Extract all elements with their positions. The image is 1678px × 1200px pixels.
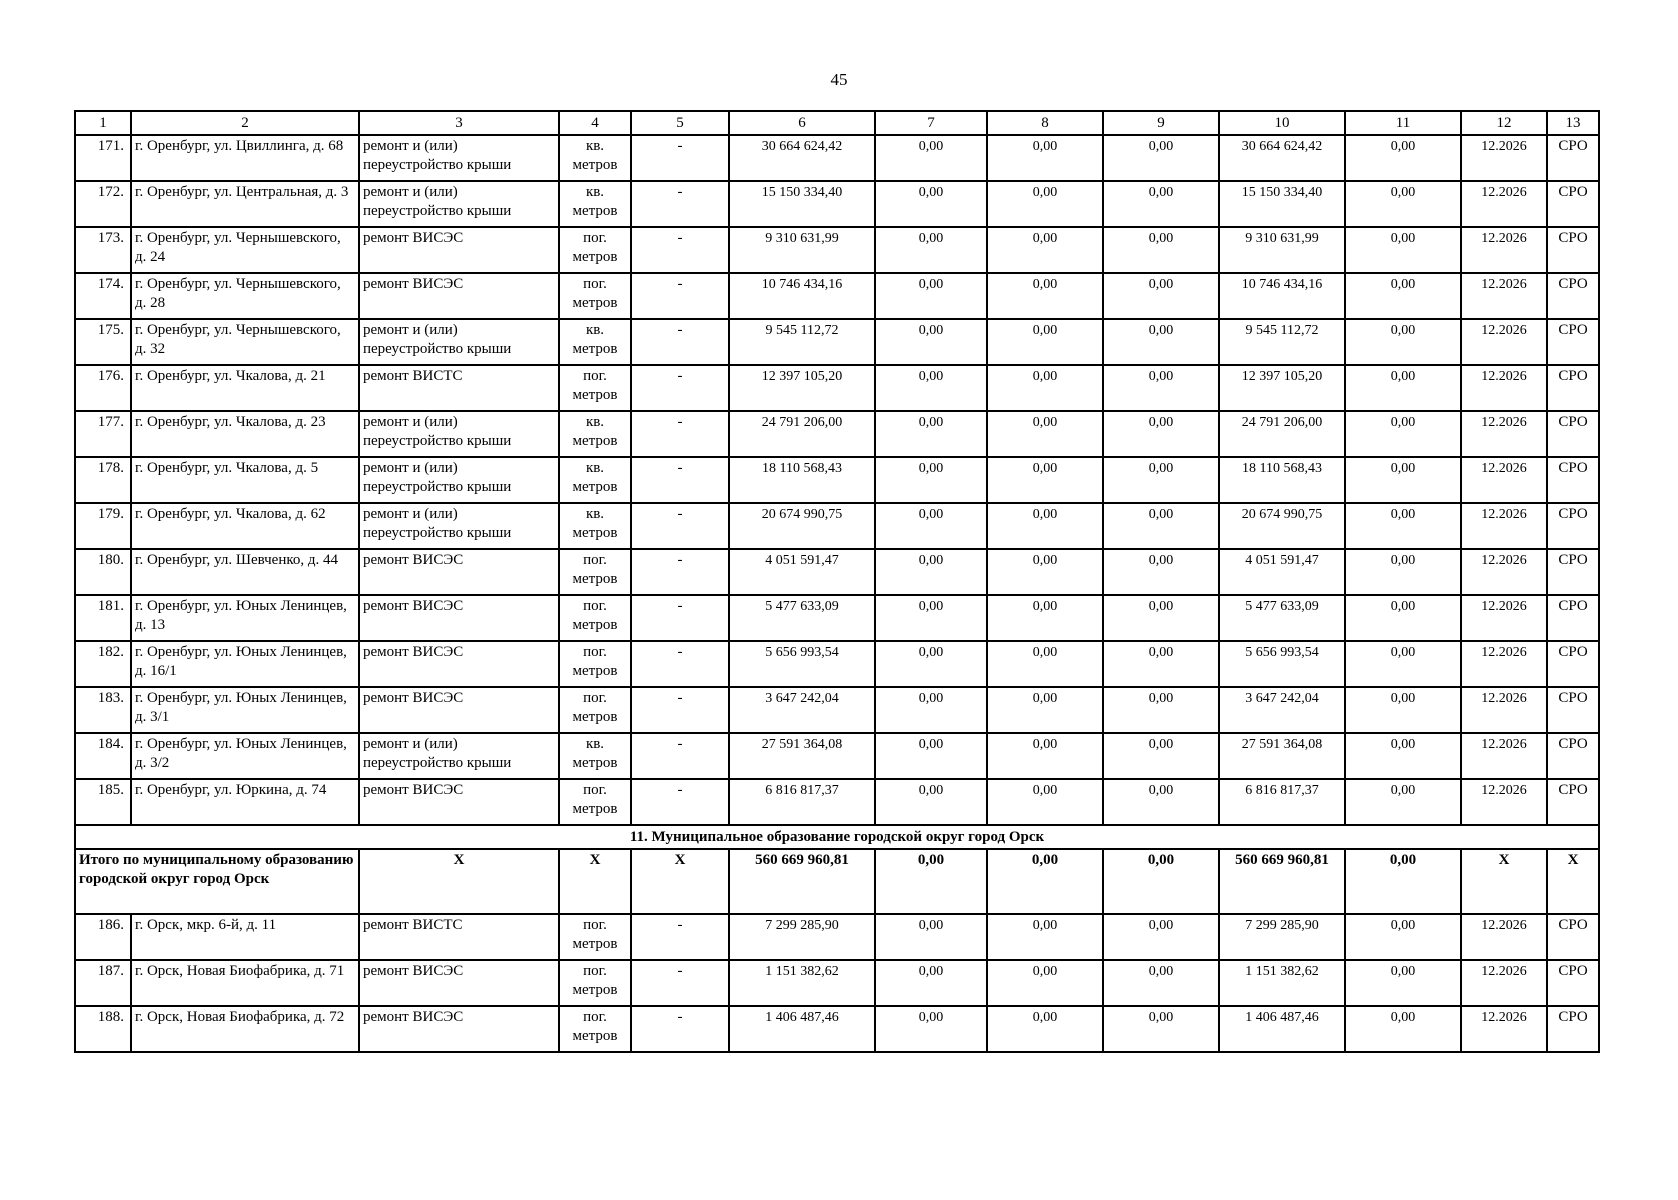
unit-cell: кв. метров xyxy=(559,457,631,503)
total-c11-cell: 0,00 xyxy=(1345,849,1461,914)
total-cost-cell: 15 150 334,40 xyxy=(729,181,875,227)
address-cell: г. Оренбург, ул. Юных Ленинцев, д. 16/1 xyxy=(131,641,359,687)
organization-cell: СРО xyxy=(1547,960,1599,1006)
column-header: 4 xyxy=(559,111,631,135)
deadline-cell: 12.2026 xyxy=(1461,960,1547,1006)
table-row xyxy=(75,411,1599,457)
col10-cell: 18 110 568,43 xyxy=(1219,457,1345,503)
organization-cell: СРО xyxy=(1547,549,1599,595)
col11-cell: 0,00 xyxy=(1345,319,1461,365)
col10-cell: 3 647 242,04 xyxy=(1219,687,1345,733)
unit-cell: пог. метров xyxy=(559,227,631,273)
organization-cell: СРО xyxy=(1547,365,1599,411)
total-c5-cell: X xyxy=(631,849,729,914)
total-cost-cell: 27 591 364,08 xyxy=(729,733,875,779)
deadline-cell: 12.2026 xyxy=(1461,687,1547,733)
col10-cell: 9 310 631,99 xyxy=(1219,227,1345,273)
unit-cell: пог. метров xyxy=(559,914,631,960)
deadline-cell: 12.2026 xyxy=(1461,181,1547,227)
deadline-cell: 12.2026 xyxy=(1461,549,1547,595)
unit-cell: пог. метров xyxy=(559,960,631,1006)
total-c7-cell: 0,00 xyxy=(875,849,987,914)
col5-cell: - xyxy=(631,779,729,825)
organization-cell: СРО xyxy=(1547,503,1599,549)
col8-cell: 0,00 xyxy=(987,227,1103,273)
col10-cell: 5 656 993,54 xyxy=(1219,641,1345,687)
col9-cell: 0,00 xyxy=(1103,549,1219,595)
organization-cell: СРО xyxy=(1547,457,1599,503)
total-cost-cell: 9 310 631,99 xyxy=(729,227,875,273)
table-row xyxy=(75,641,1599,687)
section-header-row xyxy=(75,825,1599,849)
work-type-cell: ремонт и (или) переустройство крыши xyxy=(359,181,559,227)
unit-cell: кв. метров xyxy=(559,411,631,457)
col7-cell: 0,00 xyxy=(875,365,987,411)
unit-cell: кв. метров xyxy=(559,135,631,181)
col5-cell: - xyxy=(631,135,729,181)
deadline-cell: 12.2026 xyxy=(1461,779,1547,825)
table-row xyxy=(75,549,1599,595)
col9-cell: 0,00 xyxy=(1103,641,1219,687)
total-c9-cell: 0,00 xyxy=(1103,849,1219,914)
address-cell: г. Оренбург, ул. Чернышевского, д. 32 xyxy=(131,319,359,365)
col5-cell: - xyxy=(631,1006,729,1052)
column-header: 3 xyxy=(359,111,559,135)
col7-cell: 0,00 xyxy=(875,687,987,733)
col11-cell: 0,00 xyxy=(1345,549,1461,595)
col11-cell: 0,00 xyxy=(1345,960,1461,1006)
col9-cell: 0,00 xyxy=(1103,273,1219,319)
row-number: 174. xyxy=(75,273,131,319)
table-row xyxy=(75,914,1599,960)
address-cell: г. Оренбург, ул. Чкалова, д. 21 xyxy=(131,365,359,411)
work-type-cell: ремонт ВИСЭС xyxy=(359,960,559,1006)
unit-cell: пог. метров xyxy=(559,641,631,687)
column-header: 10 xyxy=(1219,111,1345,135)
deadline-cell: 12.2026 xyxy=(1461,273,1547,319)
total-cost-cell: 6 816 817,37 xyxy=(729,779,875,825)
col9-cell: 0,00 xyxy=(1103,411,1219,457)
unit-cell: пог. метров xyxy=(559,273,631,319)
col5-cell: - xyxy=(631,641,729,687)
col7-cell: 0,00 xyxy=(875,733,987,779)
col10-cell: 15 150 334,40 xyxy=(1219,181,1345,227)
address-cell: г. Оренбург, ул. Юных Ленинцев, д. 13 xyxy=(131,595,359,641)
row-number: 185. xyxy=(75,779,131,825)
header-row xyxy=(75,111,1599,135)
row-number: 173. xyxy=(75,227,131,273)
address-cell: г. Оренбург, ул. Чкалова, д. 62 xyxy=(131,503,359,549)
total-c6-cell: 560 669 960,81 xyxy=(729,849,875,914)
col8-cell: 0,00 xyxy=(987,733,1103,779)
col9-cell: 0,00 xyxy=(1103,687,1219,733)
col10-cell: 1 406 487,46 xyxy=(1219,1006,1345,1052)
organization-cell: СРО xyxy=(1547,181,1599,227)
col7-cell: 0,00 xyxy=(875,135,987,181)
work-type-cell: ремонт ВИСЭС xyxy=(359,641,559,687)
col11-cell: 0,00 xyxy=(1345,1006,1461,1052)
column-header: 13 xyxy=(1547,111,1599,135)
work-type-cell: ремонт и (или) переустройство крыши xyxy=(359,733,559,779)
col5-cell: - xyxy=(631,503,729,549)
total-cost-cell: 18 110 568,43 xyxy=(729,457,875,503)
organization-cell: СРО xyxy=(1547,641,1599,687)
col7-cell: 0,00 xyxy=(875,960,987,1006)
total-cost-cell: 20 674 990,75 xyxy=(729,503,875,549)
table-row xyxy=(75,779,1599,825)
col9-cell: 0,00 xyxy=(1103,319,1219,365)
total-c4-cell: X xyxy=(559,849,631,914)
col11-cell: 0,00 xyxy=(1345,687,1461,733)
col8-cell: 0,00 xyxy=(987,595,1103,641)
organization-cell: СРО xyxy=(1547,687,1599,733)
work-type-cell: ремонт ВИСЭС xyxy=(359,779,559,825)
total-c8-cell: 0,00 xyxy=(987,849,1103,914)
col8-cell: 0,00 xyxy=(987,365,1103,411)
col10-cell: 12 397 105,20 xyxy=(1219,365,1345,411)
col10-cell: 6 816 817,37 xyxy=(1219,779,1345,825)
row-number: 183. xyxy=(75,687,131,733)
row-number: 180. xyxy=(75,549,131,595)
total-cost-cell: 7 299 285,90 xyxy=(729,914,875,960)
deadline-cell: 12.2026 xyxy=(1461,457,1547,503)
col7-cell: 0,00 xyxy=(875,549,987,595)
total-cost-cell: 1 151 382,62 xyxy=(729,960,875,1006)
work-type-cell: ремонт и (или) переустройство крыши xyxy=(359,411,559,457)
col5-cell: - xyxy=(631,181,729,227)
table-row xyxy=(75,960,1599,1006)
col8-cell: 0,00 xyxy=(987,687,1103,733)
col7-cell: 0,00 xyxy=(875,641,987,687)
column-header: 11 xyxy=(1345,111,1461,135)
row-number: 181. xyxy=(75,595,131,641)
page-number: 45 xyxy=(830,70,848,89)
row-number: 175. xyxy=(75,319,131,365)
col8-cell: 0,00 xyxy=(987,181,1103,227)
total-cost-cell: 9 545 112,72 xyxy=(729,319,875,365)
table-row xyxy=(75,595,1599,641)
col8-cell: 0,00 xyxy=(987,960,1103,1006)
section-title: 11. Муниципальное образование городской округ город Орск xyxy=(75,825,1599,849)
col11-cell: 0,00 xyxy=(1345,457,1461,503)
col9-cell: 0,00 xyxy=(1103,503,1219,549)
col10-cell: 1 151 382,62 xyxy=(1219,960,1345,1006)
address-cell: г. Орск, мкр. 6-й, д. 11 xyxy=(131,914,359,960)
col10-cell: 7 299 285,90 xyxy=(1219,914,1345,960)
col5-cell: - xyxy=(631,319,729,365)
table-row xyxy=(75,273,1599,319)
column-header: 6 xyxy=(729,111,875,135)
col7-cell: 0,00 xyxy=(875,595,987,641)
unit-cell: пог. метров xyxy=(559,779,631,825)
col10-cell: 27 591 364,08 xyxy=(1219,733,1345,779)
deadline-cell: 12.2026 xyxy=(1461,365,1547,411)
table-row xyxy=(75,365,1599,411)
col9-cell: 0,00 xyxy=(1103,135,1219,181)
deadline-cell: 12.2026 xyxy=(1461,135,1547,181)
total-row xyxy=(75,849,1599,914)
address-cell: г. Орск, Новая Биофабрика, д. 71 xyxy=(131,960,359,1006)
row-number: 188. xyxy=(75,1006,131,1052)
col11-cell: 0,00 xyxy=(1345,181,1461,227)
col10-cell: 20 674 990,75 xyxy=(1219,503,1345,549)
col11-cell: 0,00 xyxy=(1345,365,1461,411)
row-number: 187. xyxy=(75,960,131,1006)
col8-cell: 0,00 xyxy=(987,1006,1103,1052)
col9-cell: 0,00 xyxy=(1103,914,1219,960)
address-cell: г. Оренбург, ул. Чкалова, д. 5 xyxy=(131,457,359,503)
total-cost-cell: 10 746 434,16 xyxy=(729,273,875,319)
organization-cell: СРО xyxy=(1547,273,1599,319)
col8-cell: 0,00 xyxy=(987,641,1103,687)
col9-cell: 0,00 xyxy=(1103,960,1219,1006)
col7-cell: 0,00 xyxy=(875,411,987,457)
col8-cell: 0,00 xyxy=(987,411,1103,457)
col5-cell: - xyxy=(631,960,729,1006)
total-c12-cell: X xyxy=(1461,849,1547,914)
work-type-cell: ремонт ВИСТС xyxy=(359,365,559,411)
table-row xyxy=(75,1006,1599,1052)
col10-cell: 24 791 206,00 xyxy=(1219,411,1345,457)
total-cost-cell: 12 397 105,20 xyxy=(729,365,875,411)
col7-cell: 0,00 xyxy=(875,914,987,960)
row-number: 186. xyxy=(75,914,131,960)
col7-cell: 0,00 xyxy=(875,319,987,365)
col8-cell: 0,00 xyxy=(987,779,1103,825)
col5-cell: - xyxy=(631,457,729,503)
column-header: 5 xyxy=(631,111,729,135)
deadline-cell: 12.2026 xyxy=(1461,1006,1547,1052)
table-row xyxy=(75,503,1599,549)
unit-cell: кв. метров xyxy=(559,181,631,227)
col11-cell: 0,00 xyxy=(1345,641,1461,687)
address-cell: г. Оренбург, ул. Цвиллинга, д. 68 xyxy=(131,135,359,181)
col10-cell: 4 051 591,47 xyxy=(1219,549,1345,595)
work-type-cell: ремонт ВИСЭС xyxy=(359,273,559,319)
deadline-cell: 12.2026 xyxy=(1461,227,1547,273)
col5-cell: - xyxy=(631,914,729,960)
row-number: 176. xyxy=(75,365,131,411)
col5-cell: - xyxy=(631,273,729,319)
unit-cell: кв. метров xyxy=(559,503,631,549)
organization-cell: СРО xyxy=(1547,1006,1599,1052)
organization-cell: СРО xyxy=(1547,779,1599,825)
column-header: 2 xyxy=(131,111,359,135)
work-type-cell: ремонт ВИСТС xyxy=(359,914,559,960)
row-number: 178. xyxy=(75,457,131,503)
total-cost-cell: 3 647 242,04 xyxy=(729,687,875,733)
table-row xyxy=(75,687,1599,733)
work-type-cell: ремонт ВИСЭС xyxy=(359,227,559,273)
col8-cell: 0,00 xyxy=(987,273,1103,319)
total-cost-cell: 24 791 206,00 xyxy=(729,411,875,457)
col10-cell: 5 477 633,09 xyxy=(1219,595,1345,641)
col5-cell: - xyxy=(631,733,729,779)
col5-cell: - xyxy=(631,595,729,641)
col8-cell: 0,00 xyxy=(987,503,1103,549)
total-cost-cell: 4 051 591,47 xyxy=(729,549,875,595)
col5-cell: - xyxy=(631,365,729,411)
unit-cell: пог. метров xyxy=(559,365,631,411)
col9-cell: 0,00 xyxy=(1103,227,1219,273)
organization-cell: СРО xyxy=(1547,914,1599,960)
row-number: 184. xyxy=(75,733,131,779)
col11-cell: 0,00 xyxy=(1345,779,1461,825)
capital-repair-table xyxy=(74,110,1600,1053)
work-type-cell: ремонт и (или) переустройство крыши xyxy=(359,135,559,181)
unit-cell: пог. метров xyxy=(559,595,631,641)
column-header: 1 xyxy=(75,111,131,135)
deadline-cell: 12.2026 xyxy=(1461,411,1547,457)
work-type-cell: ремонт ВИСЭС xyxy=(359,595,559,641)
unit-cell: пог. метров xyxy=(559,1006,631,1052)
row-number: 182. xyxy=(75,641,131,687)
table-row xyxy=(75,181,1599,227)
row-number: 179. xyxy=(75,503,131,549)
col9-cell: 0,00 xyxy=(1103,181,1219,227)
col11-cell: 0,00 xyxy=(1345,503,1461,549)
col10-cell: 30 664 624,42 xyxy=(1219,135,1345,181)
address-cell: г. Оренбург, ул. Юных Ленинцев, д. 3/1 xyxy=(131,687,359,733)
work-type-cell: ремонт и (или) переустройство крыши xyxy=(359,319,559,365)
total-c10-cell: 560 669 960,81 xyxy=(1219,849,1345,914)
total-cost-cell: 5 477 633,09 xyxy=(729,595,875,641)
col9-cell: 0,00 xyxy=(1103,733,1219,779)
address-cell: г. Оренбург, ул. Юркина, д. 74 xyxy=(131,779,359,825)
table-row xyxy=(75,227,1599,273)
row-number: 172. xyxy=(75,181,131,227)
unit-cell: пог. метров xyxy=(559,549,631,595)
col7-cell: 0,00 xyxy=(875,273,987,319)
address-cell: г. Оренбург, ул. Шевченко, д. 44 xyxy=(131,549,359,595)
col8-cell: 0,00 xyxy=(987,549,1103,595)
total-cost-cell: 30 664 624,42 xyxy=(729,135,875,181)
work-type-cell: ремонт и (или) переустройство крыши xyxy=(359,503,559,549)
row-number: 171. xyxy=(75,135,131,181)
column-header: 9 xyxy=(1103,111,1219,135)
col5-cell: - xyxy=(631,549,729,595)
col7-cell: 0,00 xyxy=(875,457,987,503)
organization-cell: СРО xyxy=(1547,227,1599,273)
col5-cell: - xyxy=(631,687,729,733)
col10-cell: 9 545 112,72 xyxy=(1219,319,1345,365)
col8-cell: 0,00 xyxy=(987,914,1103,960)
col9-cell: 0,00 xyxy=(1103,457,1219,503)
col11-cell: 0,00 xyxy=(1345,227,1461,273)
col9-cell: 0,00 xyxy=(1103,365,1219,411)
address-cell: г. Оренбург, ул. Юных Ленинцев, д. 3/2 xyxy=(131,733,359,779)
total-cost-cell: 5 656 993,54 xyxy=(729,641,875,687)
col5-cell: - xyxy=(631,227,729,273)
table-row xyxy=(75,319,1599,365)
unit-cell: кв. метров xyxy=(559,733,631,779)
col11-cell: 0,00 xyxy=(1345,135,1461,181)
row-number: 177. xyxy=(75,411,131,457)
col11-cell: 0,00 xyxy=(1345,595,1461,641)
column-header: 12 xyxy=(1461,111,1547,135)
col9-cell: 0,00 xyxy=(1103,595,1219,641)
col8-cell: 0,00 xyxy=(987,319,1103,365)
col7-cell: 0,00 xyxy=(875,227,987,273)
deadline-cell: 12.2026 xyxy=(1461,319,1547,365)
col9-cell: 0,00 xyxy=(1103,779,1219,825)
col11-cell: 0,00 xyxy=(1345,411,1461,457)
organization-cell: СРО xyxy=(1547,135,1599,181)
organization-cell: СРО xyxy=(1547,733,1599,779)
address-cell: г. Оренбург, ул. Чкалова, д. 23 xyxy=(131,411,359,457)
deadline-cell: 12.2026 xyxy=(1461,595,1547,641)
table-row xyxy=(75,135,1599,181)
address-cell: г. Оренбург, ул. Центральная, д. 3 xyxy=(131,181,359,227)
total-c13-cell: X xyxy=(1547,849,1599,914)
table-row xyxy=(75,457,1599,503)
col7-cell: 0,00 xyxy=(875,503,987,549)
deadline-cell: 12.2026 xyxy=(1461,641,1547,687)
col7-cell: 0,00 xyxy=(875,779,987,825)
address-cell: г. Оренбург, ул. Чернышевского, д. 28 xyxy=(131,273,359,319)
col5-cell: - xyxy=(631,411,729,457)
total-c3-cell: X xyxy=(359,849,559,914)
unit-cell: кв. метров xyxy=(559,319,631,365)
col11-cell: 0,00 xyxy=(1345,914,1461,960)
col11-cell: 0,00 xyxy=(1345,273,1461,319)
deadline-cell: 12.2026 xyxy=(1461,503,1547,549)
organization-cell: СРО xyxy=(1547,595,1599,641)
col10-cell: 10 746 434,16 xyxy=(1219,273,1345,319)
col8-cell: 0,00 xyxy=(987,135,1103,181)
work-type-cell: ремонт ВИСЭС xyxy=(359,687,559,733)
work-type-cell: ремонт ВИСЭС xyxy=(359,1006,559,1052)
col11-cell: 0,00 xyxy=(1345,733,1461,779)
col8-cell: 0,00 xyxy=(987,457,1103,503)
col7-cell: 0,00 xyxy=(875,1006,987,1052)
organization-cell: СРО xyxy=(1547,319,1599,365)
col9-cell: 0,00 xyxy=(1103,1006,1219,1052)
work-type-cell: ремонт и (или) переустройство крыши xyxy=(359,457,559,503)
deadline-cell: 12.2026 xyxy=(1461,733,1547,779)
table-row xyxy=(75,733,1599,779)
address-cell: г. Орск, Новая Биофабрика, д. 72 xyxy=(131,1006,359,1052)
unit-cell: пог. метров xyxy=(559,687,631,733)
total-cost-cell: 1 406 487,46 xyxy=(729,1006,875,1052)
deadline-cell: 12.2026 xyxy=(1461,914,1547,960)
work-type-cell: ремонт ВИСЭС xyxy=(359,549,559,595)
col7-cell: 0,00 xyxy=(875,181,987,227)
column-header: 8 xyxy=(987,111,1103,135)
total-label: Итого по муниципальному образованию городской округ город Орск xyxy=(75,849,359,914)
column-header: 7 xyxy=(875,111,987,135)
organization-cell: СРО xyxy=(1547,411,1599,457)
address-cell: г. Оренбург, ул. Чернышевского, д. 24 xyxy=(131,227,359,273)
